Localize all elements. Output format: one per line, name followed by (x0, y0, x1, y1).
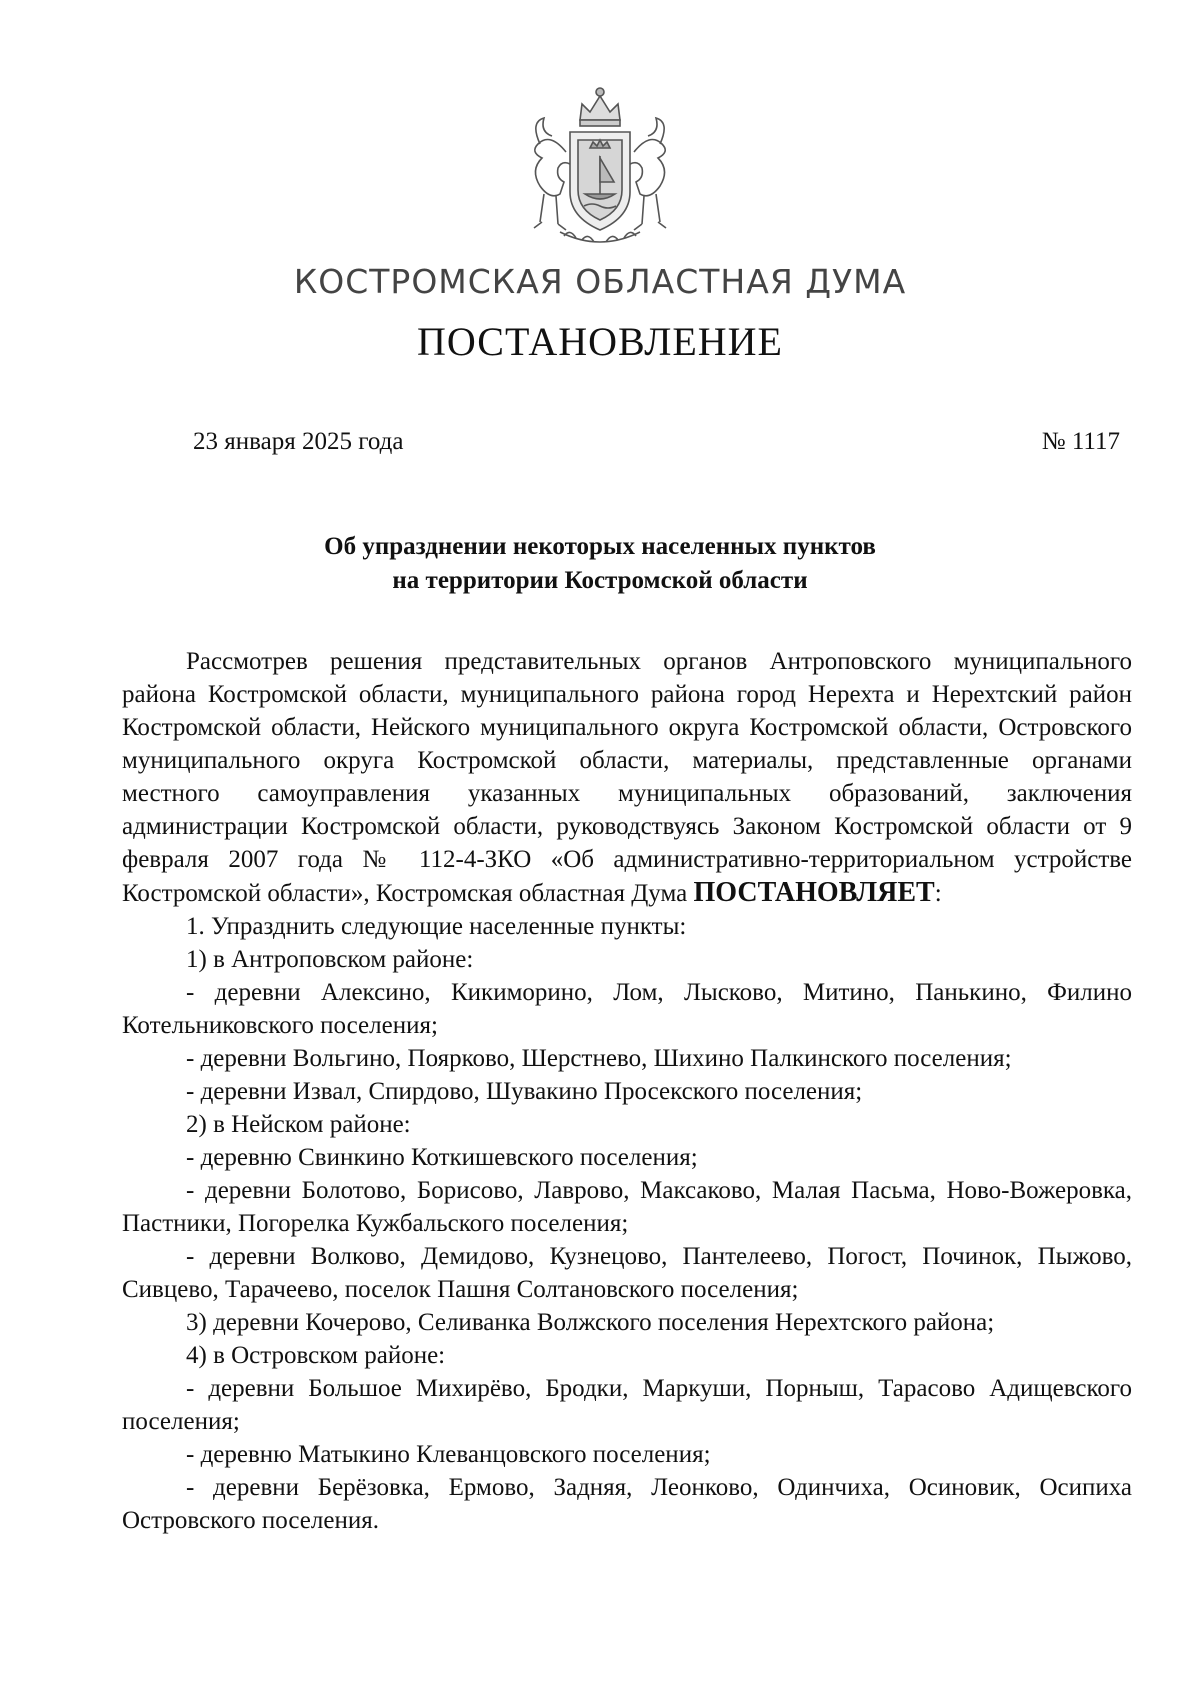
kostroma-coat-of-arms-icon (500, 82, 700, 254)
list-item: 2) в Нейском районе: (186, 1111, 411, 1138)
list-item: 1. Упразднить следующие населенные пункты: (186, 913, 687, 940)
document-type: ПОСТАНОВЛЕНИЕ (417, 319, 783, 364)
preamble-paragraph (122, 645, 1132, 910)
list-item: - деревни Извал, Спирдово, Шувакино Просекского поселения; (186, 1078, 863, 1105)
title-line-2: на территории Костромской области (392, 567, 808, 594)
preamble-text: Рассмотрев решения представительных органов Антроповского муниципального района Костромской области, муниципального района город Нерехта и Нерехтский район Костромской области, Нейского муниципального округа Костромской области, Островского муниципального округа Костромской области, материалы, представленные органами местного самоуправления указанных муниципальных образований, заключения администрации Костромской области, руководствуясь Законом Костромской области от 9 февраля 2007 года № 112-4-ЗКО «Об административно-территориальном устройстве Костромской области», Костромская областная Дума (122, 648, 1132, 907)
list-item: - деревню Свинкино Коткишевского поселения; (186, 1144, 698, 1171)
document-date: 23 января 2025 года (193, 428, 404, 455)
document-number: № 1117 (1041, 428, 1120, 455)
list-item: - деревни Большое Михирёво, Бродки, Маркуши, Порныш, Тарасово Адищевского поселения; (122, 1375, 1132, 1435)
list-item: - деревню Матыкино Клеванцовского поселения; (186, 1441, 711, 1468)
list-item: - деревни Волково, Демидово, Кузнецово, Пантелеево, Погост, Починок, Пыжово, Сивцево, Тарачеево, поселок Пашня Солтановского поселения; (122, 1243, 1132, 1303)
document-title (0, 530, 1200, 598)
title-line-1: Об упразднении некоторых населенных пунктов (324, 533, 876, 560)
document-body (122, 645, 1132, 1537)
decree-word: ПОСТАНОВЛЯЕТ (693, 877, 935, 908)
list-item: - деревни Болотово, Борисово, Лаврово, Максаково, Малая Пасьма, Ново-Вожеровка, Пастники, Погорелка Кужбальского поселения; (122, 1177, 1132, 1237)
organization-name: КОСТРОМСКАЯ ОБЛАСТНАЯ ДУМА (293, 262, 907, 301)
list-item: 3) деревни Кочерово, Селиванка Волжского поселения Нерехтского района; (186, 1309, 995, 1336)
decree-suffix: : (934, 880, 942, 907)
list-item: 1) в Антроповском районе: (186, 946, 474, 973)
list-item: - деревни Алексино, Кикиморино, Лом, Лысково, Митино, Панькино, Филино Котельниковского поселения; (122, 979, 1132, 1039)
list-item: - деревни Берёзовка, Ермово, Задняя, Леонково, Одинчиха, Осиновик, Осипиха Островского поселения. (122, 1474, 1132, 1534)
list-item: 4) в Островском районе: (186, 1342, 446, 1369)
list-item: - деревни Вольгино, Поярково, Шерстнево, Шихино Палкинского поселения; (186, 1045, 1012, 1072)
